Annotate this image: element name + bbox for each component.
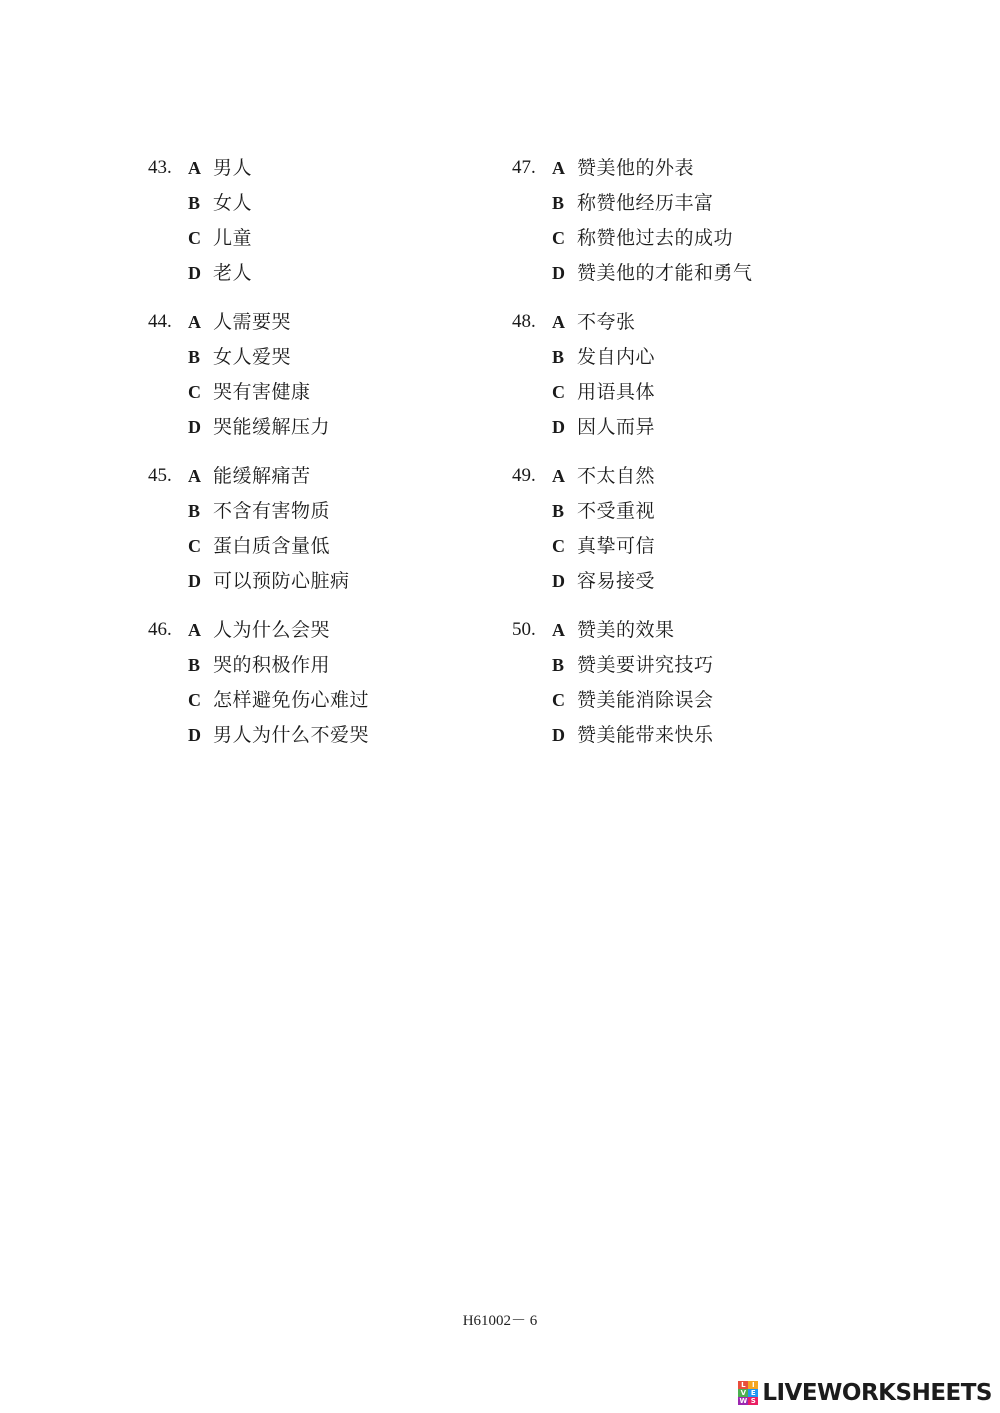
option-b[interactable] bbox=[512, 189, 832, 224]
option-text: 不受重视 bbox=[577, 500, 656, 522]
option-text: 儿童 bbox=[213, 227, 253, 249]
option-letter: C bbox=[188, 536, 201, 556]
option-a[interactable] bbox=[512, 616, 832, 651]
option-letter: B bbox=[188, 347, 201, 367]
option-letter: A bbox=[552, 466, 565, 486]
option-text: 人需要哭 bbox=[213, 311, 292, 333]
liveworksheets-brand[interactable] bbox=[738, 1376, 992, 1410]
question-number: 43. bbox=[148, 157, 172, 178]
option-text: 老人 bbox=[213, 262, 253, 284]
option-letter: C bbox=[188, 228, 201, 248]
option-text: 赞美能带来快乐 bbox=[577, 724, 714, 746]
option-text: 发自内心 bbox=[577, 346, 656, 368]
option-c[interactable] bbox=[512, 532, 832, 567]
option-letter: D bbox=[552, 263, 565, 283]
option-letter: B bbox=[552, 193, 565, 213]
question-49 bbox=[512, 462, 832, 602]
option-letter: B bbox=[552, 501, 565, 521]
option-text: 女人 bbox=[213, 192, 253, 214]
option-letter: D bbox=[552, 571, 565, 591]
option-text: 怎样避免伤心难过 bbox=[213, 689, 370, 711]
option-text: 可以预防心脏病 bbox=[213, 570, 350, 592]
question-44 bbox=[148, 308, 468, 448]
logo-tile: W bbox=[739, 1397, 748, 1405]
question-47 bbox=[512, 154, 832, 294]
option-d[interactable] bbox=[512, 259, 832, 294]
option-text: 不含有害物质 bbox=[213, 500, 331, 522]
option-d[interactable] bbox=[512, 413, 832, 448]
option-c[interactable] bbox=[148, 686, 468, 721]
option-a[interactable] bbox=[148, 154, 468, 189]
option-text: 人为什么会哭 bbox=[213, 619, 331, 641]
question-46 bbox=[148, 616, 468, 756]
option-letter: B bbox=[188, 193, 201, 213]
option-letter: A bbox=[188, 158, 201, 178]
option-c[interactable] bbox=[148, 532, 468, 567]
option-text: 真挚可信 bbox=[577, 535, 656, 557]
logo-tile: L bbox=[738, 1381, 748, 1389]
question-number: 50. bbox=[512, 619, 536, 640]
option-letter: D bbox=[552, 417, 565, 437]
option-letter: C bbox=[552, 536, 565, 556]
option-text: 不夸张 bbox=[577, 311, 636, 333]
option-c[interactable] bbox=[148, 224, 468, 259]
question-number: 46. bbox=[148, 619, 172, 640]
page-footer: H61002－ 6 bbox=[462, 1313, 538, 1329]
option-b[interactable] bbox=[512, 651, 832, 686]
liveworksheets-logo-icon bbox=[738, 1381, 758, 1405]
option-text: 不太自然 bbox=[577, 465, 656, 487]
question-number: 48. bbox=[512, 311, 536, 332]
option-text: 用语具体 bbox=[577, 381, 656, 403]
option-c[interactable] bbox=[512, 686, 832, 721]
question-45 bbox=[148, 462, 468, 602]
option-text: 哭能缓解压力 bbox=[213, 416, 331, 438]
question-number: 44. bbox=[148, 311, 172, 332]
option-letter: D bbox=[188, 417, 201, 437]
option-letter: A bbox=[552, 312, 565, 332]
option-letter: C bbox=[552, 228, 565, 248]
option-letter: C bbox=[188, 690, 201, 710]
option-text: 能缓解痛苦 bbox=[213, 465, 311, 487]
option-letter: B bbox=[552, 347, 565, 367]
option-b[interactable] bbox=[512, 343, 832, 378]
option-letter: A bbox=[188, 466, 201, 486]
option-letter: B bbox=[188, 655, 201, 675]
option-b[interactable] bbox=[148, 189, 468, 224]
option-letter: D bbox=[552, 725, 565, 745]
logo-tile: S bbox=[748, 1397, 758, 1405]
option-a[interactable] bbox=[512, 308, 832, 343]
question-number: 45. bbox=[148, 465, 172, 486]
option-b[interactable] bbox=[512, 497, 832, 532]
option-letter: B bbox=[552, 655, 565, 675]
option-a[interactable] bbox=[512, 462, 832, 497]
option-letter: C bbox=[552, 382, 565, 402]
option-letter: A bbox=[552, 158, 565, 178]
option-d[interactable] bbox=[512, 567, 832, 602]
option-letter: A bbox=[552, 620, 565, 640]
option-d[interactable] bbox=[148, 413, 468, 448]
option-text: 赞美他的外表 bbox=[577, 157, 695, 179]
option-letter: C bbox=[552, 690, 565, 710]
logo-tile: V bbox=[738, 1389, 748, 1397]
option-a[interactable] bbox=[512, 154, 832, 189]
option-b[interactable] bbox=[148, 497, 468, 532]
question-number: 49. bbox=[512, 465, 536, 486]
option-text: 赞美他的才能和勇气 bbox=[577, 262, 753, 284]
logo-tile: E bbox=[748, 1389, 758, 1397]
option-letter: B bbox=[188, 501, 201, 521]
logo-tile: I bbox=[748, 1381, 758, 1389]
option-text: 容易接受 bbox=[577, 570, 656, 592]
option-b[interactable] bbox=[148, 343, 468, 378]
option-letter: D bbox=[188, 725, 201, 745]
option-a[interactable] bbox=[148, 308, 468, 343]
option-letter: A bbox=[188, 312, 201, 332]
option-d[interactable] bbox=[512, 721, 832, 756]
option-c[interactable] bbox=[148, 378, 468, 413]
option-a[interactable] bbox=[148, 616, 468, 651]
option-text: 赞美能消除误会 bbox=[577, 689, 714, 711]
question-number: 47. bbox=[512, 157, 536, 178]
option-text: 称赞他过去的成功 bbox=[577, 227, 734, 249]
option-text: 哭有害健康 bbox=[213, 381, 311, 403]
option-text: 蛋白质含量低 bbox=[213, 535, 331, 557]
option-c[interactable] bbox=[512, 378, 832, 413]
option-d[interactable] bbox=[148, 259, 468, 294]
option-text: 赞美要讲究技巧 bbox=[577, 654, 714, 676]
option-text: 男人为什么不爱哭 bbox=[213, 724, 370, 746]
option-letter: C bbox=[188, 382, 201, 402]
option-a[interactable] bbox=[148, 462, 468, 497]
option-letter: D bbox=[188, 263, 201, 283]
option-text: 女人爱哭 bbox=[213, 346, 292, 368]
question-48 bbox=[512, 308, 832, 448]
option-text: 哭的积极作用 bbox=[213, 654, 331, 676]
brand-name: LIVEWORKSHEETS bbox=[762, 1380, 992, 1406]
question-43 bbox=[148, 154, 468, 294]
option-text: 称赞他经历丰富 bbox=[577, 192, 714, 214]
option-d[interactable] bbox=[148, 567, 468, 602]
option-text: 赞美的效果 bbox=[577, 619, 675, 641]
question-50 bbox=[512, 616, 832, 756]
option-letter: D bbox=[188, 571, 201, 591]
option-letter: A bbox=[188, 620, 201, 640]
option-text: 因人而异 bbox=[577, 416, 656, 438]
option-d[interactable] bbox=[148, 721, 468, 756]
option-c[interactable] bbox=[512, 224, 832, 259]
option-text: 男人 bbox=[213, 157, 253, 179]
option-b[interactable] bbox=[148, 651, 468, 686]
